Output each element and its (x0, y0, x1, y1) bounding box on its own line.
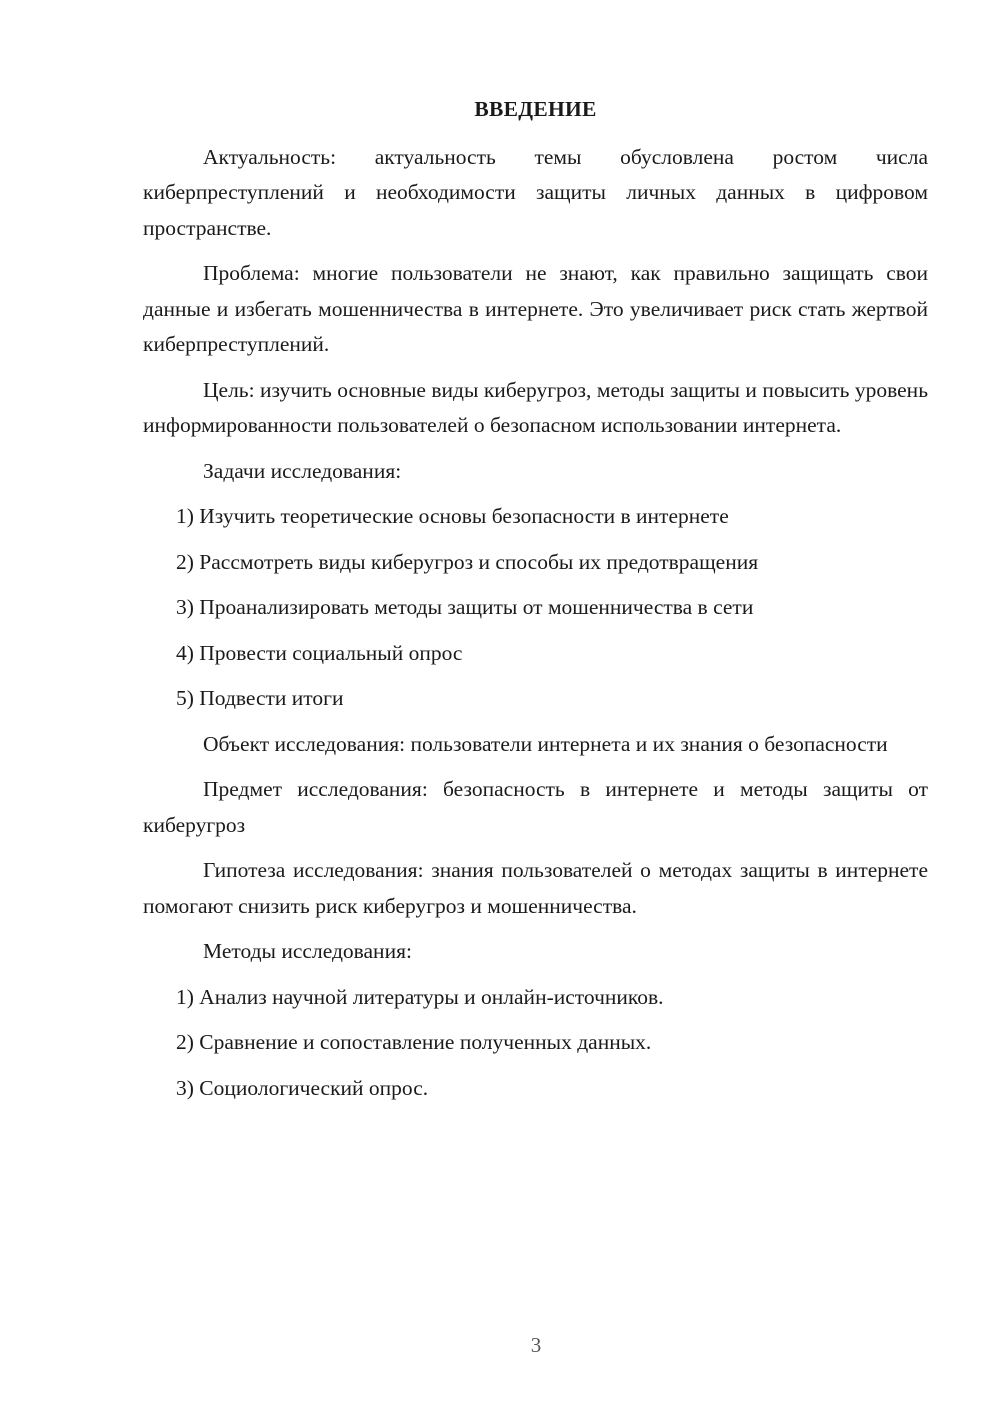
tasks-list (143, 499, 928, 717)
list-item: 3) Социологический опрос. (176, 1075, 429, 1100)
list-item: 3) Проанализировать методы защиты от мошенничества в сети (176, 595, 754, 619)
list-item: 2) Рассмотреть виды киберугроз и способы их предотвращения (176, 549, 759, 574)
page-title: ВВЕДЕНИЕ (474, 97, 597, 121)
object-paragraph: Объект исследования: пользователи интернета и их знания о безопасности (203, 731, 888, 756)
page-number: 3 (530, 1333, 542, 1357)
list-item: 4) Провести социальный опрос (176, 640, 463, 665)
tasks-heading: Задачи исследования: (203, 458, 402, 483)
list-item: 5) Подвести итоги (176, 686, 344, 710)
problem-paragraph: Проблема: многие пользователи не знают, как правильно защищать свои данные и избегать мошенничества в интернете. Это увеличивает риск стать жертвой киберпреступлений. (143, 261, 928, 356)
methods-heading: Методы исследования: (203, 939, 412, 963)
methods-list (143, 980, 928, 1107)
hypothesis-paragraph: Гипотеза исследования: знания пользователей о методах защиты в интернете помогают снизить риск киберугроз и мошенничества. (143, 858, 928, 918)
list-item: 1) Анализ научной литературы и онлайн-источников. (176, 984, 664, 1009)
relevance-paragraph: Актуальность: актуальность темы обусловлена ростом числа киберпреступлений и необходимости защиты личных данных в цифровом пространстве. (143, 144, 928, 240)
list-item: 2) Сравнение и сопоставление полученных данных. (176, 1030, 652, 1054)
subject-paragraph: Предмет исследования: безопасность в интернете и методы защиты от киберугроз (143, 777, 928, 837)
document-page (143, 92, 928, 1116)
goal-paragraph: Цель: изучить основные виды киберугроз, методы защиты и повысить уровень информированности пользователей о безопасном использовании интернета. (143, 377, 928, 437)
list-item: 1) Изучить теоретические основы безопасности в интернете (176, 504, 729, 528)
